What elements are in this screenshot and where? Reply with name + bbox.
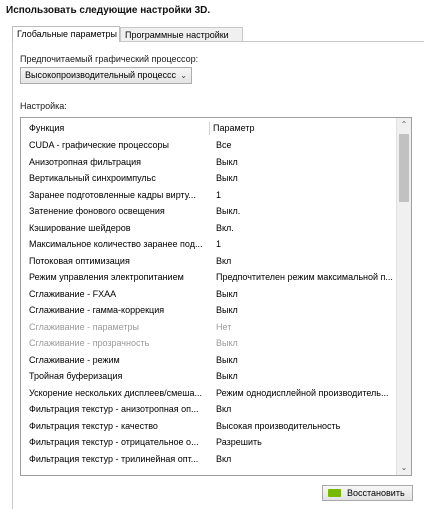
row-parameter: Выкл bbox=[216, 371, 238, 381]
table-row[interactable] bbox=[21, 451, 396, 468]
table-row[interactable] bbox=[21, 236, 396, 253]
row-parameter: 1 bbox=[216, 189, 222, 200]
column-header-parameter[interactable]: Параметр bbox=[213, 123, 255, 133]
table-row[interactable] bbox=[21, 253, 396, 270]
row-function: Фильтрация текстур - качество bbox=[29, 420, 158, 431]
row-function: Максимальное количество заранее под... bbox=[29, 239, 203, 249]
processor-select[interactable] bbox=[20, 67, 192, 84]
table-row[interactable] bbox=[21, 220, 396, 237]
row-function: Потоковая оптимизация bbox=[29, 255, 130, 266]
scrollbar-thumb[interactable] bbox=[399, 134, 409, 202]
row-function: Сглаживание - гамма-коррекция bbox=[29, 305, 165, 315]
scroll-down-icon[interactable]: ⌄ bbox=[400, 463, 408, 472]
row-parameter: Выкл bbox=[216, 354, 238, 365]
table-row[interactable] bbox=[21, 434, 396, 451]
row-parameter: Выкл bbox=[216, 156, 238, 167]
table-row[interactable] bbox=[21, 401, 396, 418]
column-header-function[interactable]: Функция bbox=[29, 123, 65, 133]
nvidia-logo-icon bbox=[328, 489, 341, 497]
table-row[interactable] bbox=[21, 154, 396, 171]
row-parameter: Выкл. bbox=[216, 206, 241, 216]
table-row[interactable] bbox=[21, 352, 396, 369]
row-parameter: Высокая производительность bbox=[216, 420, 341, 431]
table-row[interactable] bbox=[21, 319, 396, 336]
page-title: Использовать следующие настройки 3D. bbox=[6, 5, 211, 16]
row-parameter: Все bbox=[216, 140, 232, 150]
row-parameter: Выкл bbox=[216, 173, 238, 183]
row-parameter: Вкл bbox=[216, 255, 232, 266]
settings-label: Настройка: bbox=[20, 101, 67, 111]
row-function: Фильтрация текстур - трилинейная опт... bbox=[29, 453, 199, 464]
table-row[interactable] bbox=[21, 286, 396, 303]
table-row[interactable] bbox=[21, 368, 396, 385]
row-parameter: Выкл bbox=[216, 288, 238, 299]
row-function: Фильтрация текстур - анизотропная оп... bbox=[29, 404, 199, 414]
restore-button-label: Восстановить bbox=[347, 488, 405, 498]
row-function: Сглаживание - режим bbox=[29, 354, 120, 365]
tab-program-settings[interactable]: Программные настройки bbox=[120, 27, 243, 41]
row-parameter: Предпочтителен режим максимальной п... bbox=[216, 272, 393, 282]
table-row[interactable] bbox=[21, 269, 396, 286]
row-function: Ускорение нескольких дисплеев/смеша... bbox=[29, 387, 203, 398]
row-function: Тройная буферизация bbox=[29, 371, 123, 381]
row-function: Затенение фонового освещения bbox=[29, 206, 165, 216]
table-row[interactable] bbox=[21, 187, 396, 204]
vertical-scrollbar[interactable] bbox=[396, 118, 411, 475]
table-row[interactable] bbox=[21, 302, 396, 319]
row-parameter: Вкл bbox=[216, 404, 232, 414]
restore-button[interactable] bbox=[322, 485, 413, 501]
grid-header bbox=[21, 120, 396, 136]
row-function: Анизотропная фильтрация bbox=[29, 156, 142, 167]
row-parameter: Вкл. bbox=[216, 222, 234, 233]
settings-grid bbox=[20, 117, 412, 476]
row-function: CUDA - графические процессоры bbox=[29, 140, 169, 150]
tab-global-params[interactable]: Глобальные параметры bbox=[12, 26, 120, 42]
row-parameter: Разрешить bbox=[216, 437, 262, 447]
row-function: Сглаживание - FXAA bbox=[29, 288, 117, 299]
table-row[interactable] bbox=[21, 203, 396, 220]
table-row[interactable] bbox=[21, 418, 396, 435]
row-parameter: Вкл bbox=[216, 453, 232, 464]
row-function: Режим управления электропитанием bbox=[29, 272, 184, 282]
processor-select-value: Высокопроизводительный процессс bbox=[25, 70, 177, 80]
table-row[interactable] bbox=[21, 335, 396, 352]
table-row[interactable] bbox=[21, 137, 396, 154]
table-row[interactable] bbox=[21, 385, 396, 402]
chevron-down-icon: ⌄ bbox=[180, 71, 187, 80]
row-parameter: Выкл bbox=[216, 305, 238, 315]
processor-label: Предпочитаемый графический процессор: bbox=[20, 54, 199, 64]
row-function: Фильтрация текстур - отрицательное о... bbox=[29, 437, 199, 447]
row-parameter: Режим однодисплейной производитель... bbox=[216, 387, 389, 398]
scroll-up-icon[interactable]: ⌃ bbox=[400, 120, 408, 129]
table-row[interactable] bbox=[21, 170, 396, 187]
row-parameter: Нет bbox=[216, 321, 232, 332]
row-function: Заранее подготовленные кадры вирту... bbox=[29, 189, 196, 200]
row-function: Сглаживание - параметры bbox=[29, 321, 139, 332]
row-function: Сглаживание - прозрачность bbox=[29, 338, 150, 348]
row-parameter: 1 bbox=[216, 239, 222, 249]
column-divider[interactable] bbox=[209, 122, 210, 135]
row-function: Кэширование шейдеров bbox=[29, 222, 131, 233]
row-parameter: Выкл bbox=[216, 338, 238, 348]
row-function: Вертикальный синхроимпульс bbox=[29, 173, 156, 183]
